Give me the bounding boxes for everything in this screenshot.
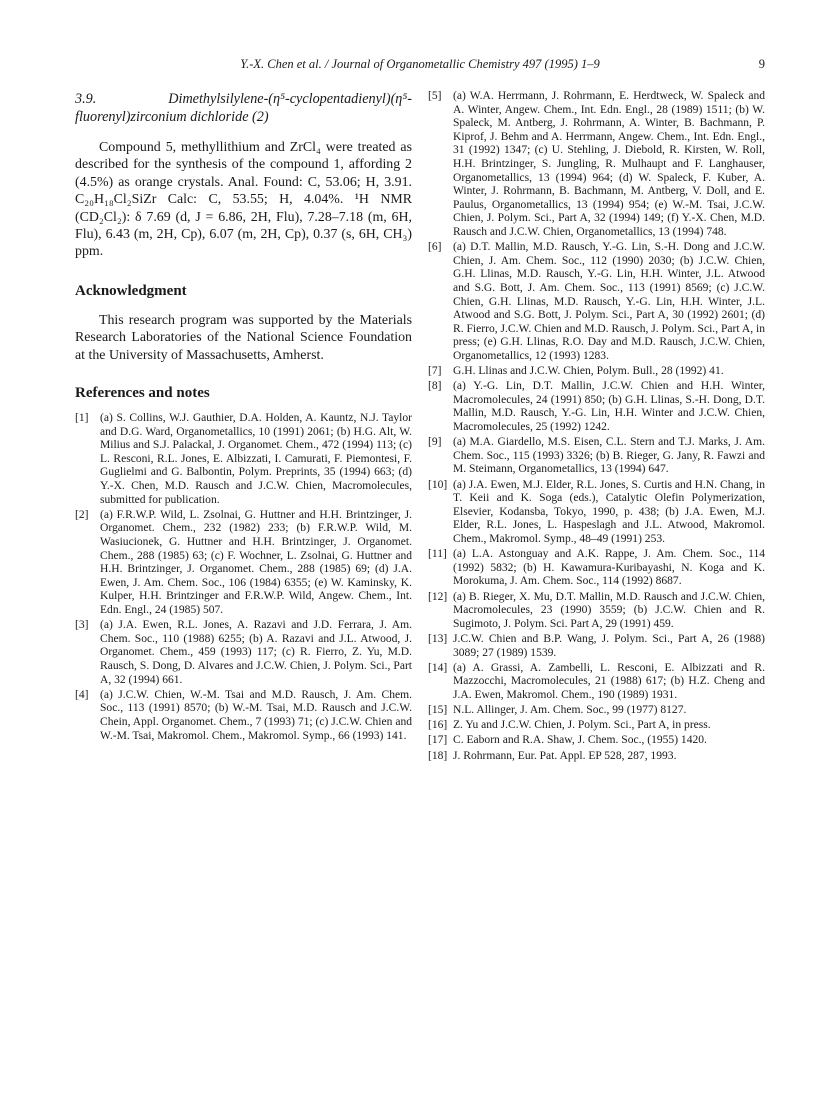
reference-item [428, 734, 765, 748]
page-number: 9 [758, 57, 765, 71]
reference-number: [8] [428, 380, 442, 393]
references-heading: References and notes [75, 385, 210, 402]
reference-number: [5] [428, 90, 442, 102]
reference-text: (a) B. Rieger, X. Mu, D.T. Mallin, M.D. Rausch and J.C.W. Chien, Macromolecules, 23 (1990) 3559; (b) J.C.W. Chien and R. Sugimoto, J. Polym. Sci. Part A, 29 (1991) 459. [453, 590, 765, 630]
reference-item [428, 719, 765, 733]
reference-number: [10] [428, 478, 448, 491]
left-column [75, 90, 412, 745]
running-header [75, 57, 765, 73]
reference-item [75, 619, 412, 687]
reference-list-right [428, 90, 765, 763]
reference-item [428, 365, 765, 379]
reference-item [428, 591, 765, 632]
reference-number: [4] [75, 688, 89, 701]
reference-text: (a) J.A. Ewen, R.L. Jones, A. Razavi and J.D. Ferrara, J. Am. Chem. Soc., 110 (1988) 6255; (b) A. Razavi and J.L. Atwood, J. Organomet. Chem., 459 (1993) 117; (c) R. Fierro, Z. Yu, M.D. Rausch, S. Dong, D. Alvares and J.C.W. Chien, J. Polym. Sci., Part A, 32 (1994) 661. [100, 619, 412, 686]
reference-list-left [75, 412, 412, 743]
reference-item [428, 750, 765, 764]
reference-text: (a) L.A. Astonguay and A.K. Rappe, J. Am. Chem. Soc., 114 (1992) 5832; (b) H. Kawamura-Kuribayashi, N. Koga and K. Morokuma, J. Am. Chem. Soc., 114 (1992) 8687. [453, 548, 765, 588]
section-body: Compound 5, methyllithium and ZrCl₄ were treated as described for the synthesis of the compound 1, affording 2 (4.5%) as orange crystals. Anal. Found: C, 53.06; H, 3.91. C₂₀H₁₈Cl₂SiZr Calc: C, 53.55; H, 4.04%. ¹H NMR (CD₂Cl₂): δ 7.69 (d, J = 6.86, 2H, Flu), 7.28–7.18 (m, 6H, Flu), 6.43 (m, 2H, Cp), 6.07 (m, 2H, Cp), 0.37 (s, 6H, CH₃) ppm. [75, 140, 412, 260]
reference-item [428, 662, 765, 703]
reference-text: (a) S. Collins, W.J. Gauthier, D.A. Holden, A. Kauntz, N.J. Taylor and D.G. Ward, Organometallics, 10 (1991) 2061; (b) H.G. Alt, W. Milius and S.J. Palackal, J. Organomet. Chem., 472 (1994) 113; (c) L. Resconi, R.L. Jones, E. Albizzati, I. Camurati, F. Piemontesi, F. Guglielmi and G. Balbontin, Polym. Preprints, 35 (1994) 663; (d) Y.-X. Chen, M.D. Rausch and J.C.W. Chien, Macromolecules, submitted for publication. [100, 412, 412, 506]
reference-text: (a) M.A. Giardello, M.S. Eisen, C.L. Stern and T.J. Marks, J. Am. Chem. Soc., 115 (1993) 3326; (b) B. Rieger, G. Jany, R. Fawzi and M. Steimann, Organometallics, 13 (1994) 647. [453, 436, 765, 476]
acknowledgment-heading: Acknowledgment [75, 282, 187, 299]
reference-item [428, 633, 765, 660]
reference-number: [16] [428, 719, 448, 732]
reference-item [428, 479, 765, 547]
reference-number: [1] [75, 412, 89, 425]
reference-item [428, 380, 765, 434]
reference-number: [9] [428, 436, 442, 449]
right-column [428, 90, 765, 765]
reference-number: [2] [75, 508, 89, 521]
reference-number: [11] [428, 548, 447, 561]
reference-item [75, 689, 412, 743]
reference-text: (a) F.R.W.P. Wild, L. Zsolnai, G. Huttner and H.H. Brintzinger, J. Organomet. Chem., 232 (1982) 233; (b) F.R.W.P. Wild, M. Wasiucionek, G. Huttner and H.H. Brintzinger, J. Organomet. Chem., 288 (1985) 63; (c) F. Wochner, L. Zsolnai, G. Huttner and H.H. Brintzinger, J. Organomet. Chem., 288 (1985) 69; (d) J.A. Ewen, J. Am. Chem. Soc., 106 (1984) 6355; (e) W. Kaminsky, K. Kulper, H.H. Brintzinger and F.R.W.P. Wild, Angew. Chem., Int. Edn. Engl., 24 (1985) 507. [100, 508, 412, 616]
reference-number: [14] [428, 661, 448, 674]
reference-number: [17] [428, 734, 448, 747]
reference-number: [3] [75, 619, 89, 632]
reference-number: [12] [428, 590, 448, 603]
reference-item [75, 509, 412, 618]
reference-text: N.L. Allinger, J. Am. Chem. Soc., 99 (1977) 8127. [453, 704, 687, 717]
reference-item [75, 412, 412, 507]
reference-text: C. Eaborn and R.A. Shaw, J. Chem. Soc., (1955) 1420. [453, 734, 707, 747]
reference-text: (a) Y.-G. Lin, D.T. Mallin, J.C.W. Chien and H.H. Winter, Macromolecules, 24 (1991) 850; (b) G.H. Llinas, S.-H. Dong, D.T. Mallin, M.D. Rausch, Y.-G. Lin, H.H. Winter and J.C.W. Chien, Macromolecules, 25 (1992) 1242. [453, 380, 765, 434]
reference-text: J. Rohrmann, Eur. Pat. Appl. EP 528, 287, 1993. [453, 749, 677, 762]
reference-text: (a) W.A. Herrmann, J. Rohrmann, E. Herdtweck, W. Spaleck and A. Winter, Angew. Chem., Int. Edn. Engl., 28 (1989) 1511; (b) W. Spaleck, M. Antberg, J. Rohrmann, A. Winter, B. Bachmann, P. Kiprof, J. Behm and A. Herrmann, Angew. Chem., Int. Edn. Engl., 31 (1992) 1347; (c) U. Stehling, J. Diebold, R. Kirsten, W. Roll, H.H. Brintzinger, S. Jungling, R. Mulhaupt and F. Langhauser, Organometallics, 13 (1994) 964; (d) W. Spaleck, F. Kuber, A. Winter, J. Rohrmann, B. Bachmann, M. Antberg, V. Doll, and E. Paulus, Organometallics, 13 (1994) 954; (e) W.-M. Tsai, J.C.W. Chien, J. Polym. Sci., Part A, 32 (1994) 149; (f) Y.-X. Chen, M.D. Rausch and J.C.W. Chien, Organometallics, 13 (1994) 748. [453, 90, 765, 238]
reference-number: [6] [428, 241, 442, 254]
reference-number: [7] [428, 365, 442, 378]
reference-item [428, 90, 765, 240]
reference-number: [18] [428, 749, 448, 762]
reference-text: Z. Yu and J.C.W. Chien, J. Polym. Sci., Part A, in press. [453, 719, 711, 732]
reference-text: (a) J.A. Ewen, M.J. Elder, R.L. Jones, S. Curtis and H.N. Chang, in T. Keii and K. Soga (eds.), Catalytic Olefin Polymerization, Elsevier, Kodansba, Tokyo, 1990, p. 438; (b) J.A. Ewen, M.J. Elder, R.L. Jones, L. Haspeslagh and J.L. Atwood, Makromol. Chem., Makromol. Symp., 48–49 (1991) 253. [453, 478, 765, 545]
reference-item [428, 241, 765, 363]
journal-running-title: Y.-X. Chen et al. / Journal of Organometallic Chemistry 497 (1995) 1–9 [240, 57, 600, 71]
reference-number: [13] [428, 632, 448, 645]
reference-item [428, 704, 765, 718]
reference-item [428, 548, 765, 589]
reference-text: (a) D.T. Mallin, M.D. Rausch, Y.-G. Lin, S.-H. Dong and J.C.W. Chien, J. Am. Chem. Soc., 112 (1990) 2030; (b) J.C.W. Chien, G.H. Llinas, M.D. Rausch, Y.-G. Lin, H.H. Winter, J.L. Atwood and S.G. Bott, J. Am. Chem. Soc., 113 (1991) 8569; (c) J.C.W. Chien, G.H. Llinas, M.D. Rausch, Y.-G. Lin, H.H. Winter, J.L. Atwood and S.G. Bott, J. Polym. Sci., Part A, 30 (1992) 2601; (d) R. Fierro, J.C.W. Chien and M.D. Rausch, J. Polym. Sci., Part A, in press; (e) G.H. Llinas, R.O. Day and M.D. Rausch, J.C.W. Chien, Organometallics, 12 (1993) 1283. [453, 241, 765, 362]
reference-text: (a) J.C.W. Chien, W.-M. Tsai and M.D. Rausch, J. Am. Chem. Soc., 113 (1991) 8570; (b) W.-M. Tsai, M.D. Rausch and J.C.W. Chein, Appl. Organomet. Chem., 7 (1993) 71; (c) J.C.W. Chien and W.-M. Tsai, Makromol. Chem., Makromol. Symp., 66 (1993) 141. [100, 688, 412, 742]
reference-text: G.H. Llinas and J.C.W. Chien, Polym. Bull., 28 (1992) 41. [453, 365, 724, 378]
reference-text: (a) A. Grassi, A. Zambelli, L. Resconi, E. Albizzati and R. Mazzocchi, Macromolecules, 21 (1988) 617; (b) H.Z. Cheng and J.A. Ewen, Makromol. Chem., 190 (1989) 1931. [453, 661, 765, 701]
reference-number: [15] [428, 704, 448, 717]
section-title: 3.9. Dimethylsilylene-(η⁵-cyclopentadienyl)(η⁵-fluorenyl)zirconium dichloride (2) [75, 91, 412, 125]
acknowledgment-text: This research program was supported by the Materials Research Laboratories of the National Science Foundation at the University of Massachusetts, Amherst. [75, 312, 412, 363]
reference-item [428, 436, 765, 477]
reference-text: J.C.W. Chien and B.P. Wang, J. Polym. Sci., Part A, 26 (1988) 3089; 27 (1989) 1539. [453, 632, 765, 659]
